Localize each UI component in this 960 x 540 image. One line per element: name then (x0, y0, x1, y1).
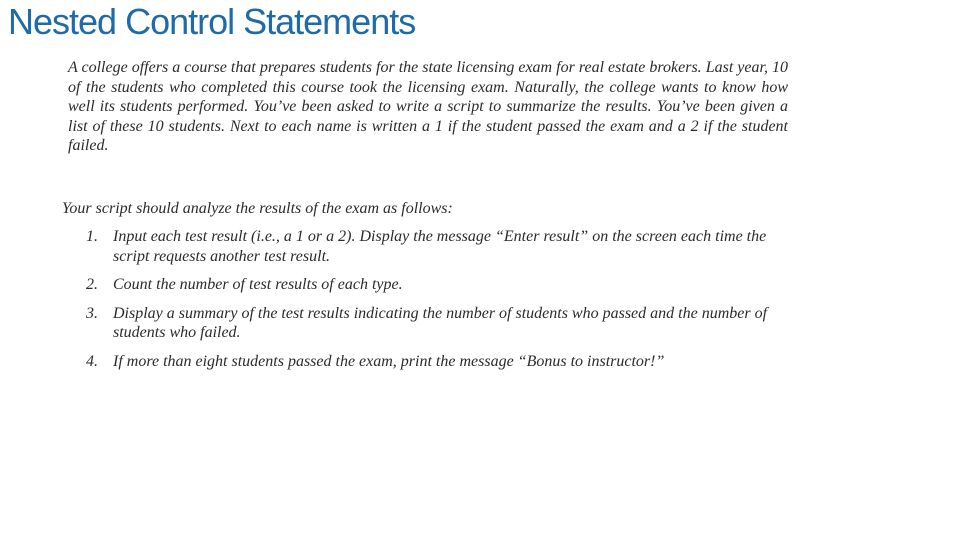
step-item (86, 304, 776, 343)
step-number: 1. (86, 228, 98, 245)
step-item (86, 227, 776, 266)
step-number: 4. (86, 352, 98, 370)
step-number: 2. (86, 276, 98, 293)
step-text: Count the number of test results of each type. (113, 276, 403, 293)
step-text: If more than eight students passed the exam, print the message “Bonus to instructor!” (113, 352, 665, 370)
instructions-lead: Your script should analyze the results of the exam as follows: (62, 200, 453, 217)
steps-list (86, 227, 776, 380)
intro-paragraph: A college offers a course that prepares students for the state licensing exam for real estate brokers. Last year, 10 of the students who completed this course took the licensing exam. Naturally, the college wants to know how well its students performed. You’ve been asked to write a script to summarize the results. You’ve been given a list of these 10 students. Next to each name is written a 1 if the student passed the exam and a 2 if the student failed. (68, 59, 788, 154)
slide-title: Nested Control Statements (8, 1, 416, 42)
step-text: Display a summary of the test results indicating the number of students who passed and the number of students who failed. (113, 304, 768, 341)
step-number: 3. (86, 304, 98, 322)
step-item (86, 275, 776, 295)
step-text: Input each test result (i.e., a 1 or a 2). Display the message “Enter result” on the screen each time the script requests another test result. (113, 228, 767, 265)
step-item (86, 352, 776, 372)
